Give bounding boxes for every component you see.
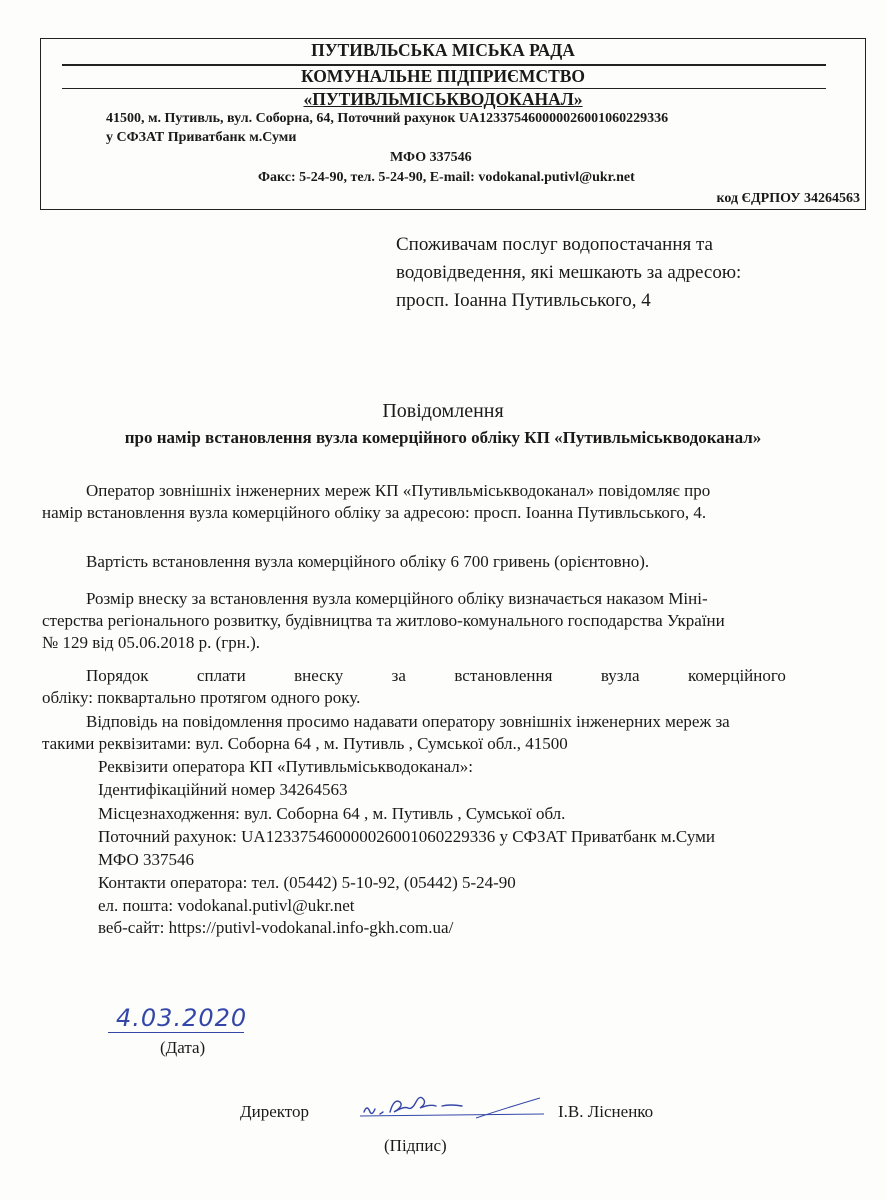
letterhead-contacts: Факс: 5-24-90, тел. 5-24-90, E-mail: vodokanal.putivl@ukr.net: [258, 170, 635, 185]
paragraph-5-line-1: Відповідь на повідомлення просимо надавати оператору зовнішніх інженерних мереж за: [86, 712, 730, 731]
handwritten-date: 4.03.2020: [116, 1004, 248, 1032]
p4-word: за: [391, 666, 406, 685]
addressee-line-1: Споживачам послуг водопостачання та: [396, 234, 713, 255]
letterhead-edrpou: код ЄДРПОУ 34264563: [716, 191, 860, 206]
p4-word: Порядок: [86, 666, 149, 685]
notice-subtitle: про намір встановлення вузла комерційного обліку КП «Путивльміськводоканал»: [124, 428, 762, 447]
enterprise-type: КОМУНАЛЬНЕ ПІДПРИЄМСТВО: [300, 66, 586, 86]
letterhead-mfo: МФО 337546: [390, 150, 472, 165]
paragraph-1-line-2: намір встановлення вузла комерційного обліку за адресою: просп. Іоанна Путивльського, 4.: [42, 503, 707, 522]
requisites-id-code: Ідентифікаційний номер 34264563: [98, 780, 348, 799]
date-underline: [108, 1032, 244, 1033]
director-name: І.В. Лісненко: [558, 1102, 654, 1121]
requisites-account: Поточний рахунок: UA123375460000026001060229336 у СФЗАТ Приватбанк м.Суми: [98, 827, 715, 846]
requisites-website: веб-сайт: https://putivl-vodokanal.info-gkh.com.ua/: [98, 918, 454, 937]
p4-word: внеску: [294, 666, 344, 685]
letterhead-bank: у СФЗАТ Приватбанк м.Суми: [106, 130, 297, 145]
paragraph-1-line-1: Оператор зовнішніх інженерних мереж КП «Путивльміськводоканал» повідомляє про: [86, 481, 711, 500]
p4-word: сплати: [196, 666, 246, 685]
paragraph-3-line-3: № 129 від 05.06.2018 р. (грн.).: [42, 633, 261, 652]
paragraph-2: Вартість встановлення вузла комерційного обліку 6 700 гривень (орієнтовно).: [86, 552, 650, 571]
date-label: (Дата): [160, 1038, 206, 1057]
notice-title: Повідомлення: [382, 400, 504, 422]
addressee-line-3: просп. Іоанна Путивльського, 4: [396, 290, 651, 311]
addressee-line-2: водовідведення, які мешкають за адресою:: [396, 262, 742, 283]
paragraph-3-line-2: стерства регіонального розвитку, будівництва та житлово-комунального господарства України: [42, 611, 725, 630]
paragraph-4-line-1: [86, 666, 786, 686]
enterprise-name: «ПУТИВЛЬМІСЬКВОДОКАНАЛ»: [303, 89, 583, 109]
director-label: Директор: [240, 1102, 309, 1121]
paragraph-4-line-2: обліку: поквартально протягом одного року.: [42, 688, 361, 707]
letterhead-address: 41500, м. Путивль, вул. Соборна, 64, Поточний рахунок UA123375460000026001060229336: [106, 111, 669, 126]
p4-word: встановлення: [454, 666, 553, 685]
requisites-phones: Контакти оператора: тел. (05442) 5-10-92, (05442) 5-24-90: [98, 873, 516, 892]
requisites-location: Місцезнаходження: вул. Соборна 64 , м. Путивль , Сумської обл.: [98, 804, 566, 823]
requisites-email: ел. пошта: vodokanal.putivl@ukr.net: [98, 896, 355, 915]
signature-label: (Підпис): [384, 1136, 447, 1155]
paragraph-5-line-2: такими реквізитами: вул. Соборна 64 , м. Путивль , Сумської обл., 41500: [42, 734, 568, 753]
p4-word: вузла: [600, 666, 640, 685]
council-name: ПУТИВЛЬСЬКА МІСЬКА РАДА: [311, 40, 575, 60]
requisites-mfo: МФО 337546: [98, 850, 195, 869]
director-signature: [356, 1084, 546, 1124]
requisites-heading: Реквізити оператора КП «Путивльміськводоканал»:: [98, 757, 473, 776]
p4-word: комерційного: [687, 666, 786, 685]
paragraph-3-line-1: Розмір внеску за встановлення вузла комерційного обліку визначається наказом Міні-: [86, 589, 708, 608]
